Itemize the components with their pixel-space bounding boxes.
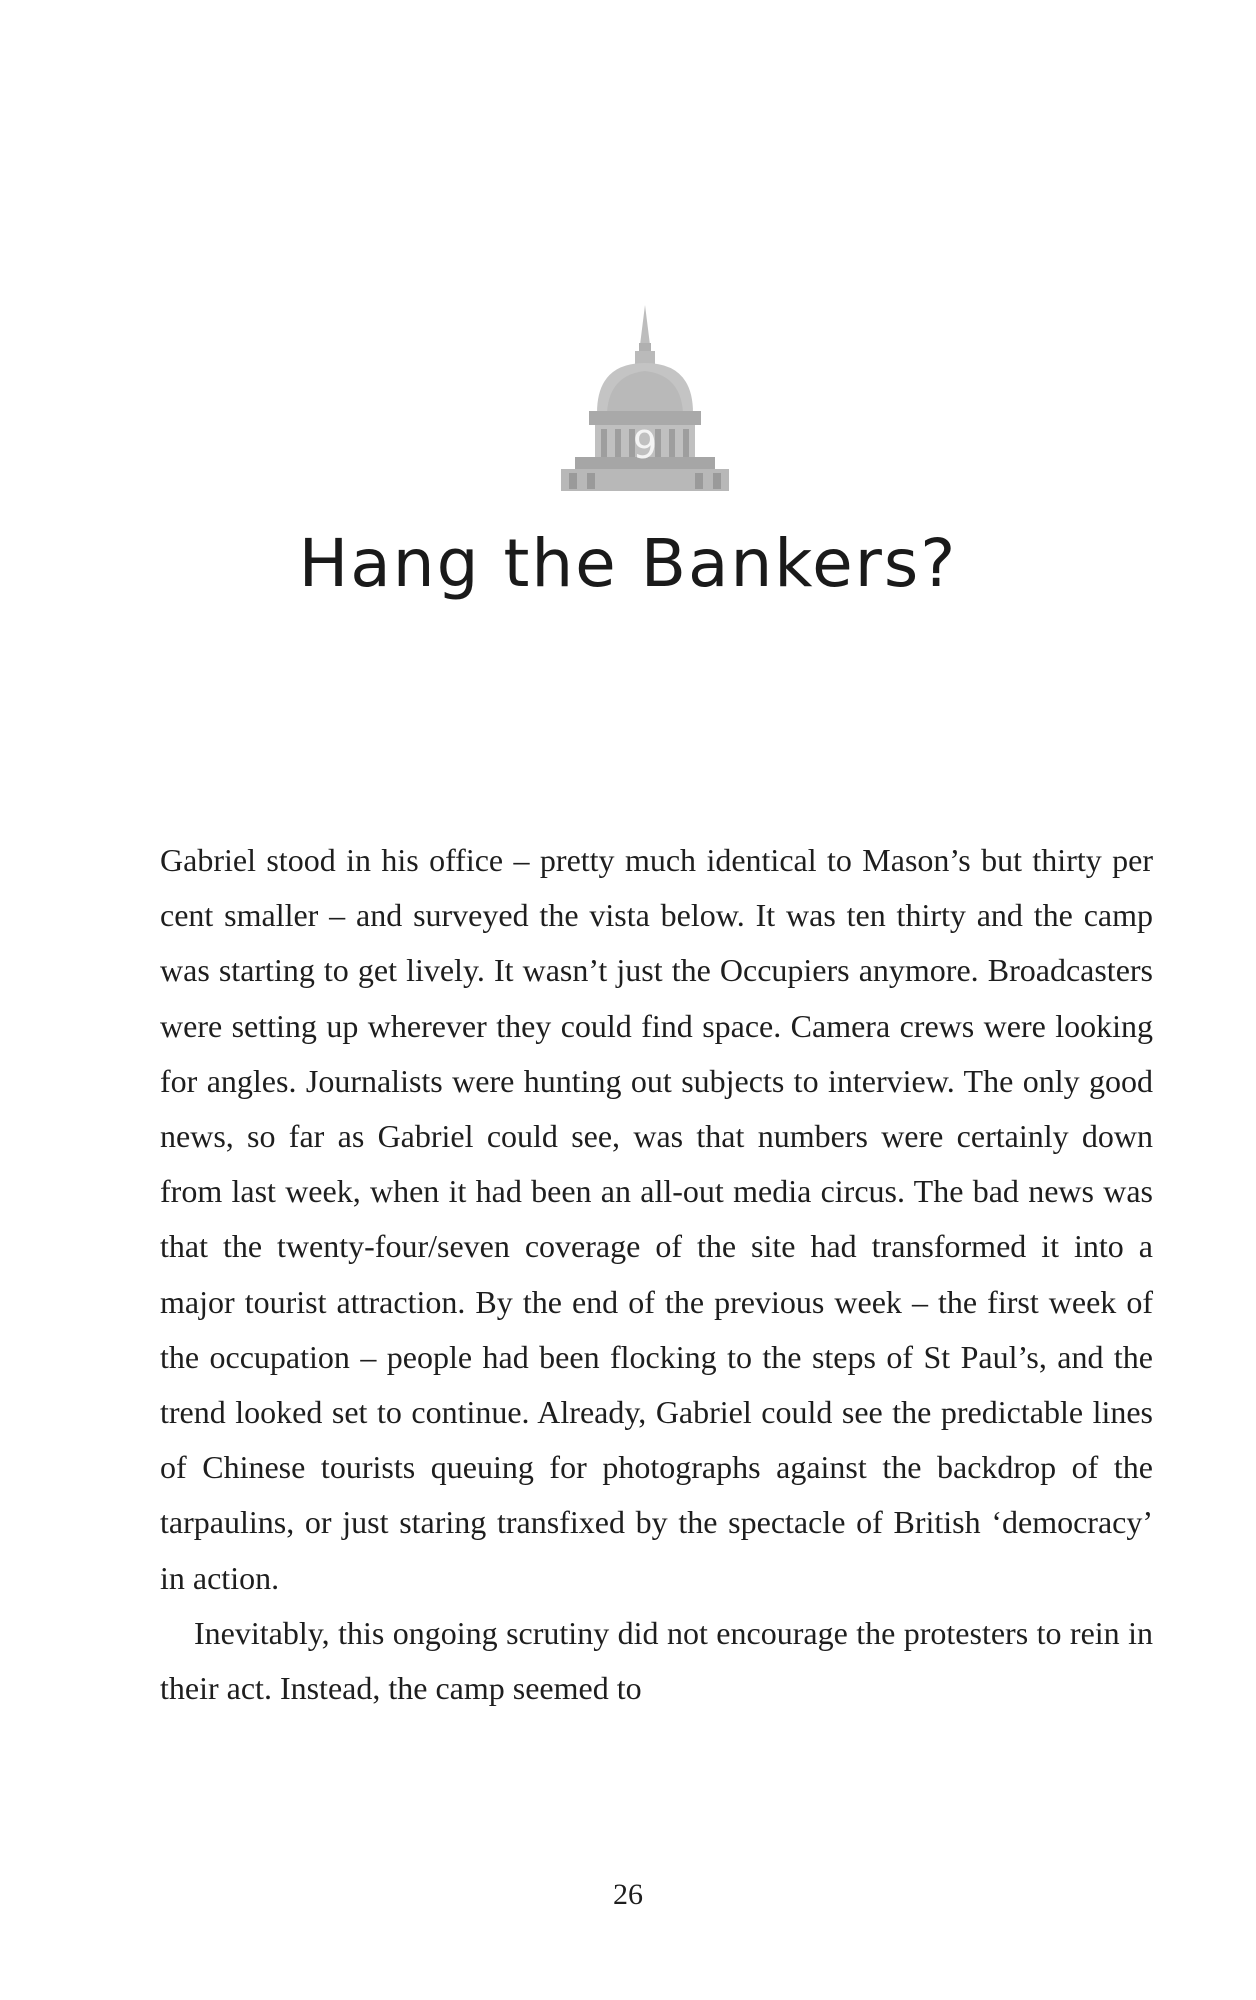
chapter-title: Hang the Bankers? bbox=[298, 525, 958, 602]
paragraph: Inevitably, this ongoing scrutiny did not encourage the protesters to rein in their act. Instead, the camp seemed to bbox=[160, 1614, 1153, 1707]
paragraph: Gabriel stood in his office – pretty much identical to Mason’s but thirty per cent smaller – and surveyed the vista below. It was ten thirty and the camp was starting to get lively. It wasn’t just the Occupiers anymore. Broadcasters were setting up wherever they could find space. Camera crews were looking for angles. Journalists were hunting out subjects to interview. The only good news, so far as Gabriel could see, was that numbers were certainly down from last week, when it had been an all-out media circus. The bad news was that the twenty-four/seven coverage of the site had transformed it into a major tourist attraction. By the end of the previous week – the first week of the occupation – people had been flocking to the steps of St Paul’s, and the trend looked set to continue. Already, Gabriel could see the predictable lines of Chinese tourists queuing for photographs against the backdrop of the tarpaulins, or just staring transfixed by the spectacle of British ‘democracy’ in action. bbox=[160, 842, 1153, 1596]
page-number: 26 bbox=[613, 1878, 643, 1911]
st-pauls-dome-icon bbox=[555, 305, 735, 495]
chapter-body bbox=[160, 833, 1153, 1716]
chapter-number: 9 bbox=[632, 423, 658, 467]
